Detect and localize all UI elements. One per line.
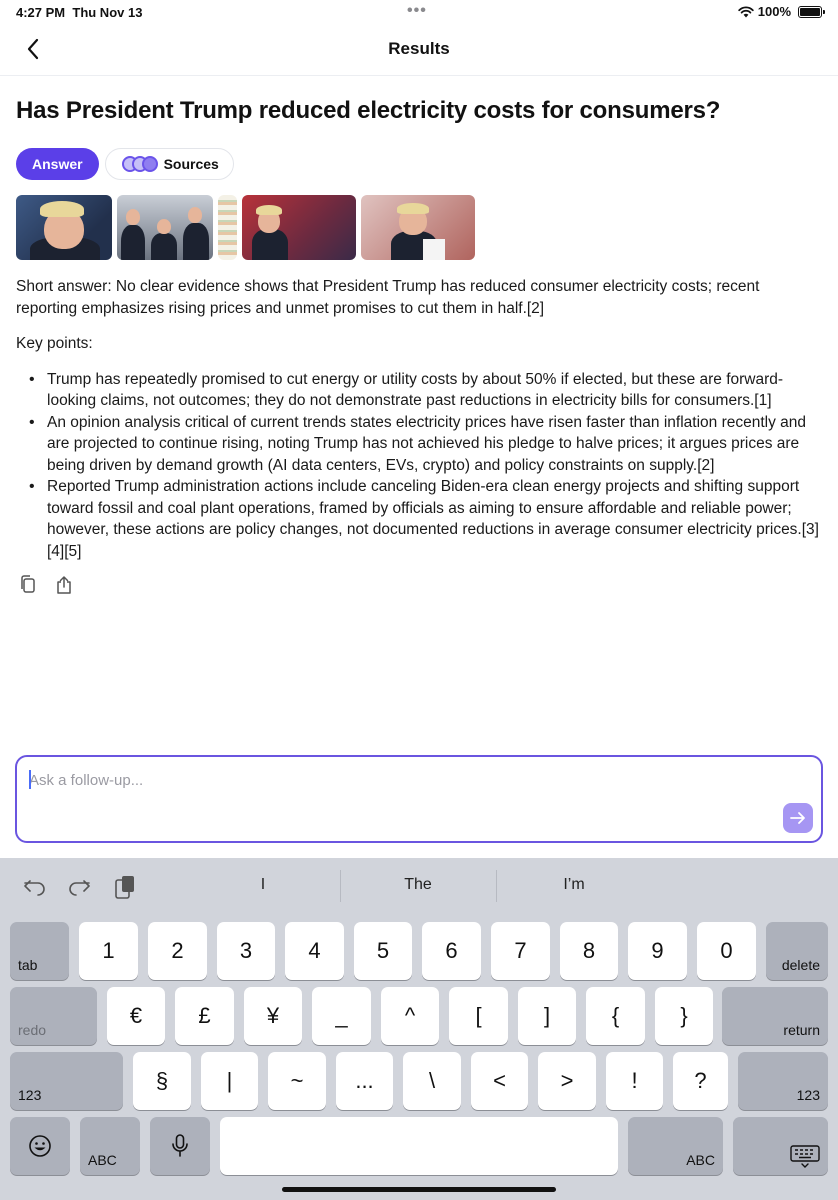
status-time: 4:27 PM Thu Nov 13: [16, 5, 143, 20]
multitask-dots-icon[interactable]: •••: [407, 2, 427, 19]
numbers-key[interactable]: 123: [738, 1052, 828, 1110]
share-icon: [56, 575, 72, 595]
arrow-right-icon: [790, 811, 806, 825]
key[interactable]: ]: [518, 987, 576, 1045]
followup-box: [15, 755, 823, 843]
key[interactable]: ~: [268, 1052, 326, 1110]
redo-button[interactable]: [66, 874, 92, 900]
key-points-label: Key points:: [16, 335, 93, 352]
numbers-key[interactable]: 123: [10, 1052, 123, 1110]
key[interactable]: £: [175, 987, 234, 1045]
question-heading: Has President Trump reduced electricity costs for consumers?: [16, 97, 721, 124]
dictation-key[interactable]: [150, 1117, 210, 1175]
delete-key[interactable]: delete: [766, 922, 828, 980]
suggestion-bar: [0, 858, 838, 914]
key[interactable]: 1: [79, 922, 138, 980]
suggestion-item[interactable]: The: [404, 876, 432, 893]
key[interactable]: <: [471, 1052, 528, 1110]
status-bar: [0, 0, 838, 26]
result-tabs: [16, 148, 822, 180]
redo-icon: [67, 877, 91, 897]
results-content: [16, 96, 822, 562]
list-item: • Reported Trump administration actions include canceling Biden-era clean energy projects and shifting support toward fossil and coal plant operations, framed by officials as aiming to ensure affordable and reliable power; however, these actions are policy changes, not documented reductions in average consumer electricity prices.[3][4][5]: [47, 476, 822, 562]
space-key[interactable]: [220, 1117, 618, 1175]
emoji-icon: [28, 1134, 52, 1158]
paste-icon: [114, 874, 136, 900]
key[interactable]: ...: [336, 1052, 393, 1110]
keyboard-dismiss-icon: [790, 1145, 820, 1169]
key[interactable]: [: [449, 987, 508, 1045]
redo-key[interactable]: redo: [10, 987, 97, 1045]
nav-bar: [0, 26, 838, 76]
key[interactable]: 5: [354, 922, 412, 980]
key[interactable]: 2: [148, 922, 207, 980]
key[interactable]: >: [538, 1052, 596, 1110]
answer-body: [16, 276, 822, 562]
image-thumbnail[interactable]: [361, 195, 475, 260]
key[interactable]: ¥: [244, 987, 302, 1045]
image-thumbnail[interactable]: [16, 195, 112, 260]
send-button[interactable]: [783, 803, 813, 833]
key[interactable]: !: [606, 1052, 663, 1110]
text-caret: [29, 770, 31, 789]
undo-icon: [23, 877, 47, 897]
key[interactable]: _: [312, 987, 371, 1045]
tab-sources-label: Sources: [163, 156, 219, 172]
status-indicators: [738, 4, 822, 19]
copy-button[interactable]: [17, 574, 39, 596]
battery-percent: 100%: [757, 4, 791, 19]
key[interactable]: §: [133, 1052, 191, 1110]
undo-button[interactable]: [22, 874, 48, 900]
key[interactable]: 8: [560, 922, 618, 980]
tab-sources[interactable]: [105, 148, 234, 180]
key[interactable]: ^: [381, 987, 439, 1045]
key[interactable]: 0: [697, 922, 756, 980]
image-thumbnail[interactable]: [117, 195, 213, 260]
image-strip: [16, 195, 822, 260]
list-item: • An opinion analysis critical of current trends states electricity prices have risen faster than inflation recently and are projected to continue rising, noting Trump has not achieved his pledge to halve prices; it argues prices are being driven by demand growth (AI data centers, EVs, crypto) and policy constraints on supply.[2]: [47, 412, 822, 477]
onscreen-keyboard: [0, 858, 838, 1200]
key[interactable]: }: [655, 987, 713, 1045]
copy-icon: [19, 575, 37, 595]
abc-key[interactable]: ABC: [628, 1117, 723, 1175]
emoji-key[interactable]: [10, 1117, 70, 1175]
key[interactable]: 3: [217, 922, 275, 980]
answer-actions: [17, 574, 75, 596]
suggestion-item[interactable]: I: [260, 876, 266, 893]
microphone-icon: [171, 1133, 189, 1159]
page-title: Results: [388, 39, 450, 58]
source-favicons-icon: [122, 156, 158, 172]
tab-key[interactable]: tab: [10, 922, 69, 980]
key[interactable]: {: [586, 987, 645, 1045]
dismiss-keyboard-key[interactable]: [733, 1117, 828, 1175]
key-points-list: [16, 369, 822, 563]
image-thumbnail[interactable]: [242, 195, 356, 260]
paste-button[interactable]: [112, 874, 138, 900]
home-indicator[interactable]: [282, 1187, 556, 1192]
followup-input[interactable]: [29, 768, 729, 792]
key[interactable]: €: [107, 987, 165, 1045]
abc-key[interactable]: ABC: [80, 1117, 140, 1175]
key[interactable]: \: [403, 1052, 461, 1110]
battery-icon: [798, 6, 822, 18]
tab-answer[interactable]: Answer: [16, 148, 99, 180]
wifi-icon: [738, 6, 754, 18]
key[interactable]: ?: [673, 1052, 728, 1110]
short-answer-text: Short answer: No clear evidence shows that President Trump has reduced consumer electricity costs; recent reporting emphasizes rising prices and unmet promises to cut them in half.[2]: [16, 278, 760, 317]
suggestion-item[interactable]: I’m: [563, 876, 585, 893]
key[interactable]: 7: [491, 922, 550, 980]
share-button[interactable]: [53, 574, 75, 596]
key[interactable]: 4: [285, 922, 344, 980]
key[interactable]: 9: [628, 922, 687, 980]
list-item: • Trump has repeatedly promised to cut energy or utility costs by about 50% if elected, but these are forward-looking claims, not outcomes; they do not demonstrate past reductions in electricity bills for consumers.[1]: [47, 369, 822, 412]
image-thumbnail[interactable]: [218, 195, 237, 260]
key[interactable]: 6: [422, 922, 481, 980]
return-key[interactable]: return: [722, 987, 828, 1045]
key[interactable]: |: [201, 1052, 258, 1110]
